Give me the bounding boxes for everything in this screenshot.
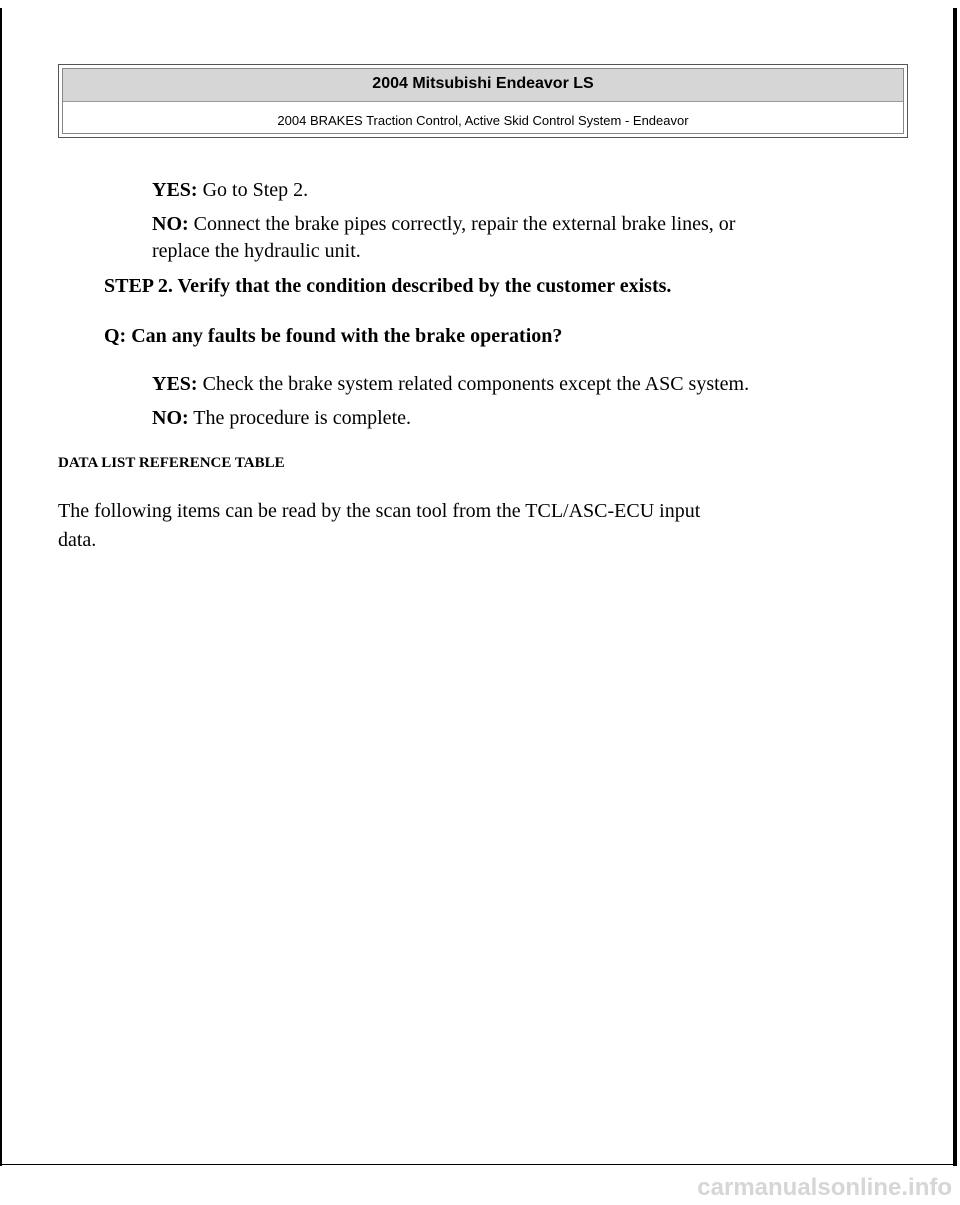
step2-heading: STEP 2. Verify that the condition described by the customer exists.	[104, 275, 672, 297]
intro-paragraph-line1: The following items can be read by the scan tool from the TCL/ASC-ECU input	[58, 500, 701, 522]
step2-no-line	[152, 404, 411, 432]
step2-no-text: The procedure is complete.	[188, 407, 411, 429]
header-title: 2004 Mitsubishi Endeavor LS	[372, 75, 594, 92]
page-border-bottom	[0, 1164, 957, 1165]
step1-yes-text: Go to Step 2.	[197, 179, 309, 201]
step1-no-text: Connect the brake pipes correctly, repair the external brake lines, or	[188, 213, 736, 235]
step2-yes-line	[152, 370, 749, 398]
yes-label: YES:	[152, 179, 198, 201]
no-label: NO:	[152, 407, 189, 429]
intro-paragraph-line2: data.	[58, 529, 97, 551]
no-label: NO:	[152, 213, 189, 235]
header-inner-frame	[62, 68, 904, 134]
watermark: carmanualsonline.info	[697, 1174, 952, 1201]
step2-yes-text: Check the brake system related components except the ASC system.	[197, 373, 750, 395]
data-list-heading: DATA LIST REFERENCE TABLE	[58, 455, 285, 471]
yes-label: YES:	[152, 373, 198, 395]
header-title-bar	[63, 69, 903, 102]
step1-no-line	[152, 210, 735, 238]
step2-question: Q: Can any faults be found with the brake operation?	[104, 325, 563, 347]
page-border-right	[953, 8, 957, 1166]
step1-no-text-continued: replace the hydraulic unit.	[152, 240, 361, 262]
header-subtitle: 2004 BRAKES Traction Control, Active Skid Control System - Endeavor	[277, 113, 689, 128]
document-header	[58, 64, 908, 138]
step1-yes-line	[152, 176, 308, 204]
page-border-left	[0, 8, 2, 1166]
